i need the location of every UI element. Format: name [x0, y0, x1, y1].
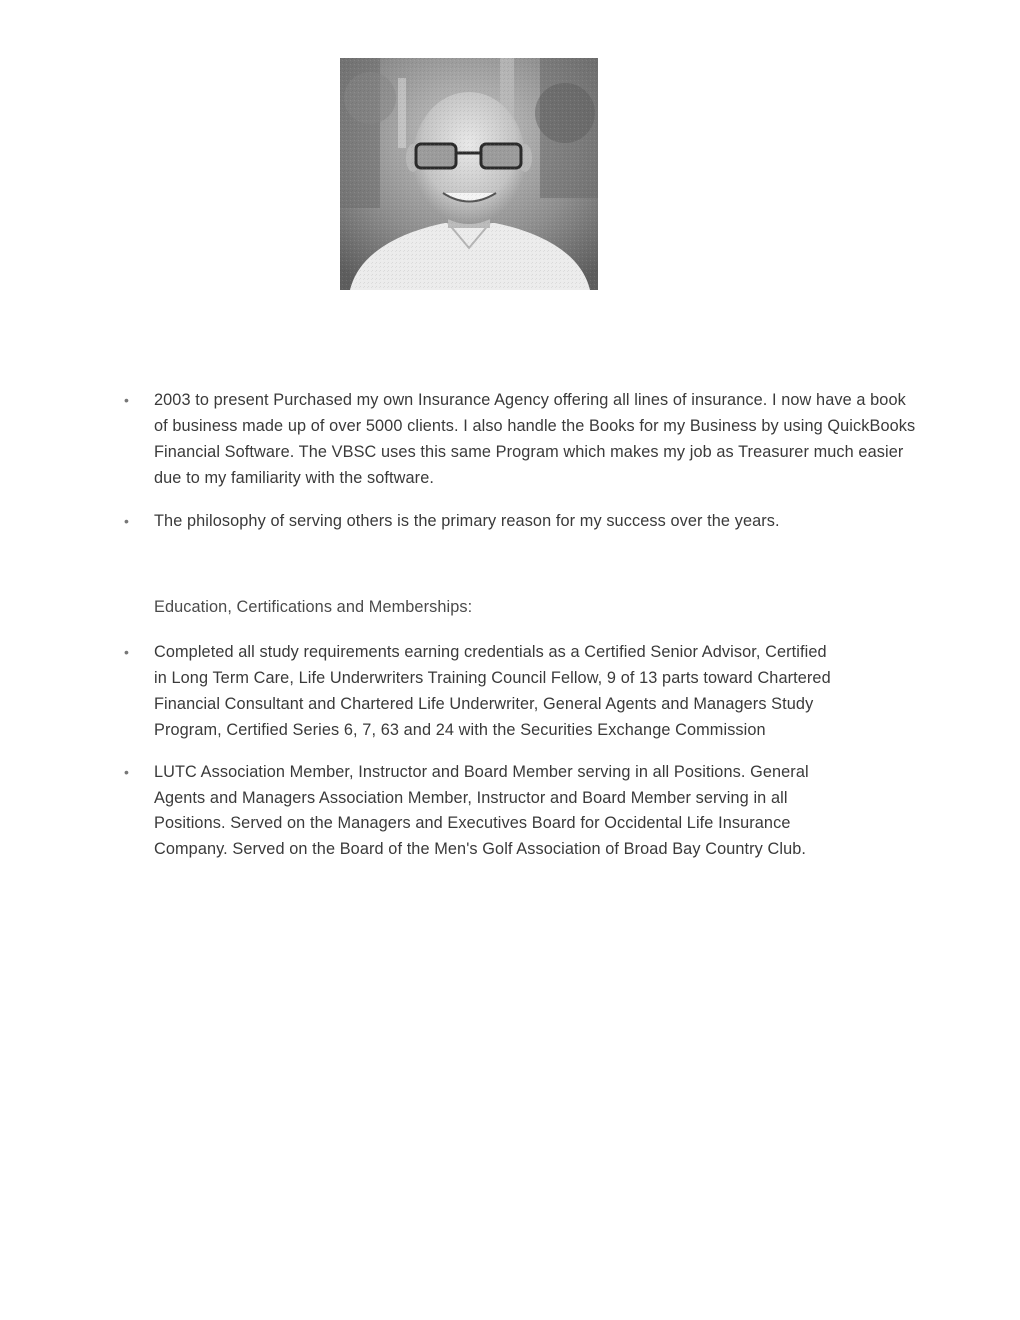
list-item	[120, 760, 920, 862]
list-item	[120, 387, 920, 491]
resume-content	[120, 387, 920, 862]
list-item	[120, 508, 920, 534]
bullet-icon: •	[124, 392, 130, 408]
experience-item-text: The philosophy of serving others is the primary reason for my success over the years.	[154, 512, 780, 530]
portrait-photo	[340, 58, 598, 290]
list-item	[120, 639, 920, 743]
bullet-icon: •	[124, 513, 130, 529]
portrait-image	[340, 58, 598, 290]
bullet-icon: •	[124, 764, 130, 780]
education-item-text: LUTC Association Member, Instructor and Board Member serving in all Positions. General Agents and Managers Association Member, Instructor and Board Member serving in all Positions. Served on the Managers and Executives Board for Occidental Life Insurance Company. Served on the Board of the Men's Golf Association of Broad Bay Country Club.	[154, 763, 809, 858]
experience-item-text: 2003 to present Purchased my own Insurance Agency offering all lines of insurance. I now have a book of business made up of over 5000 clients. I also handle the Books for my Business by using QuickBooks Financial Software. The VBSC uses this same Program which makes my job as Treasurer much easier due to my familiarity with the software.	[154, 391, 916, 487]
education-list	[120, 639, 920, 862]
bullet-icon: •	[124, 644, 130, 660]
experience-list	[120, 387, 920, 534]
education-item-text: Completed all study requirements earning credentials as a Certified Senior Advisor, Certified in Long Term Care, Life Underwriters Training Council Fellow, 9 of 13 parts toward Chartered Financial Consultant and Chartered Life Underwriter, General Agents and Managers Study Program, Certified Series 6, 7, 63 and 24 with the Securities Exchange Commission	[154, 643, 831, 739]
section-heading: Education, Certifications and Memberships:	[154, 598, 473, 616]
